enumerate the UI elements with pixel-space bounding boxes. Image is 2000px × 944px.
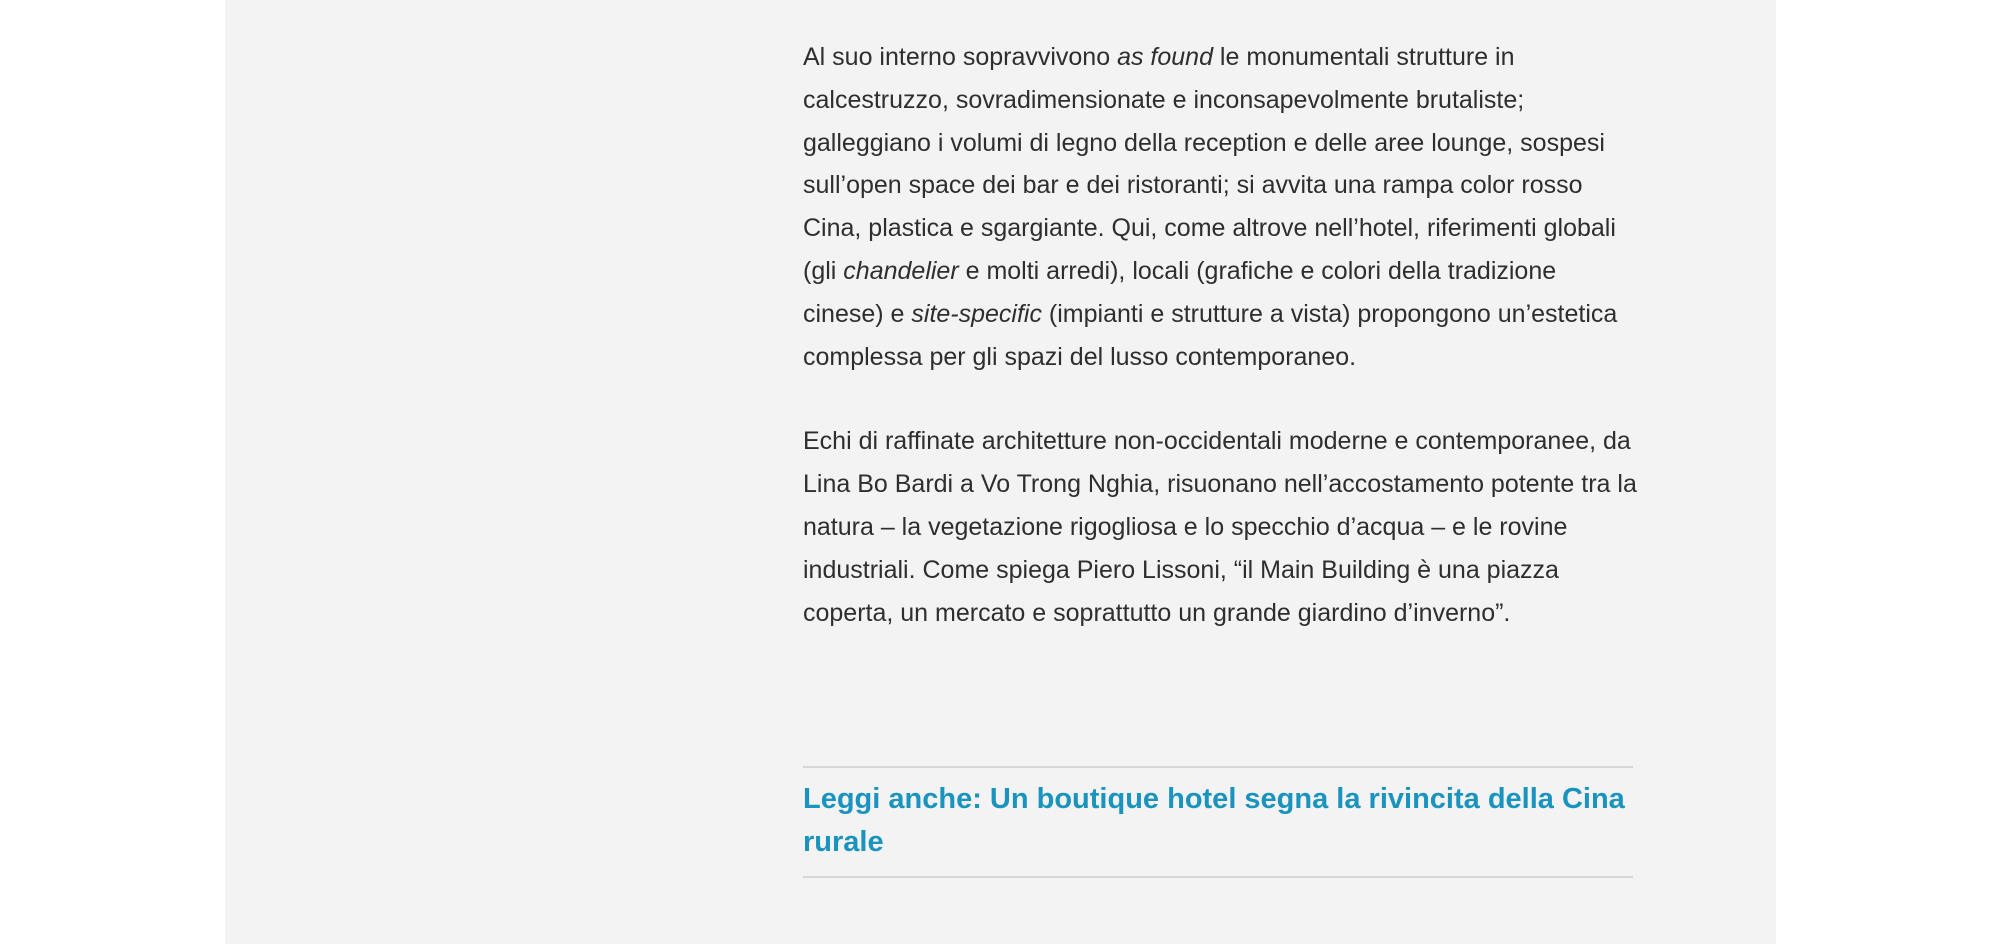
paragraph-1-text-2: le monumentali strutture in calcestruzzo, sovradimensionate e inconsapevolmente brutaliste; galleggiano i volumi di legno della reception e delle aree lounge, sospesi sull’open space dei bar e dei ristoranti; si avvita una rampa color rosso Cina, plastica e sgargiante. Qui, come altrove nell’hotel, riferimenti globali (gli [803, 43, 1616, 285]
paragraph-1-text-3: e molti arredi), locali (grafiche e colori della tradizione cinese) e [803, 256, 1557, 328]
paragraph-1-italic-chandelier: chandelier [843, 256, 959, 285]
article-body [803, 36, 1638, 634]
paragraph-1-italic-site-specific: site-specific [911, 299, 1042, 328]
paragraph-1-text-1: Al suo interno sopravvivono [803, 43, 1118, 71]
related-article-link[interactable]: Leggi anche: Un boutique hotel segna la rivincita della Cina rurale [803, 766, 1633, 878]
article-paragraph-1 [803, 36, 1638, 378]
paragraph-1-italic-as-found: as found [1117, 43, 1213, 71]
paragraph-1-text-4: (impianti e strutture a vista) propongono un’estetica complessa per gli spazi del lusso contemporaneo. [803, 299, 1618, 371]
article-paragraph-2: Echi di raffinate architetture non-occidentali moderne e contemporanee, da Lina Bo Bardi a Vo Trong Nghia, risuonano nell’accostamento potente tra la natura – la vegetazione rigogliosa e lo specchio d’acqua – e le rovine industriali. Come spiega Piero Lissoni, “il Main Building è una piazza coperta, un mercato e soprattutto un grande giardino d’inverno”. [803, 427, 1637, 627]
